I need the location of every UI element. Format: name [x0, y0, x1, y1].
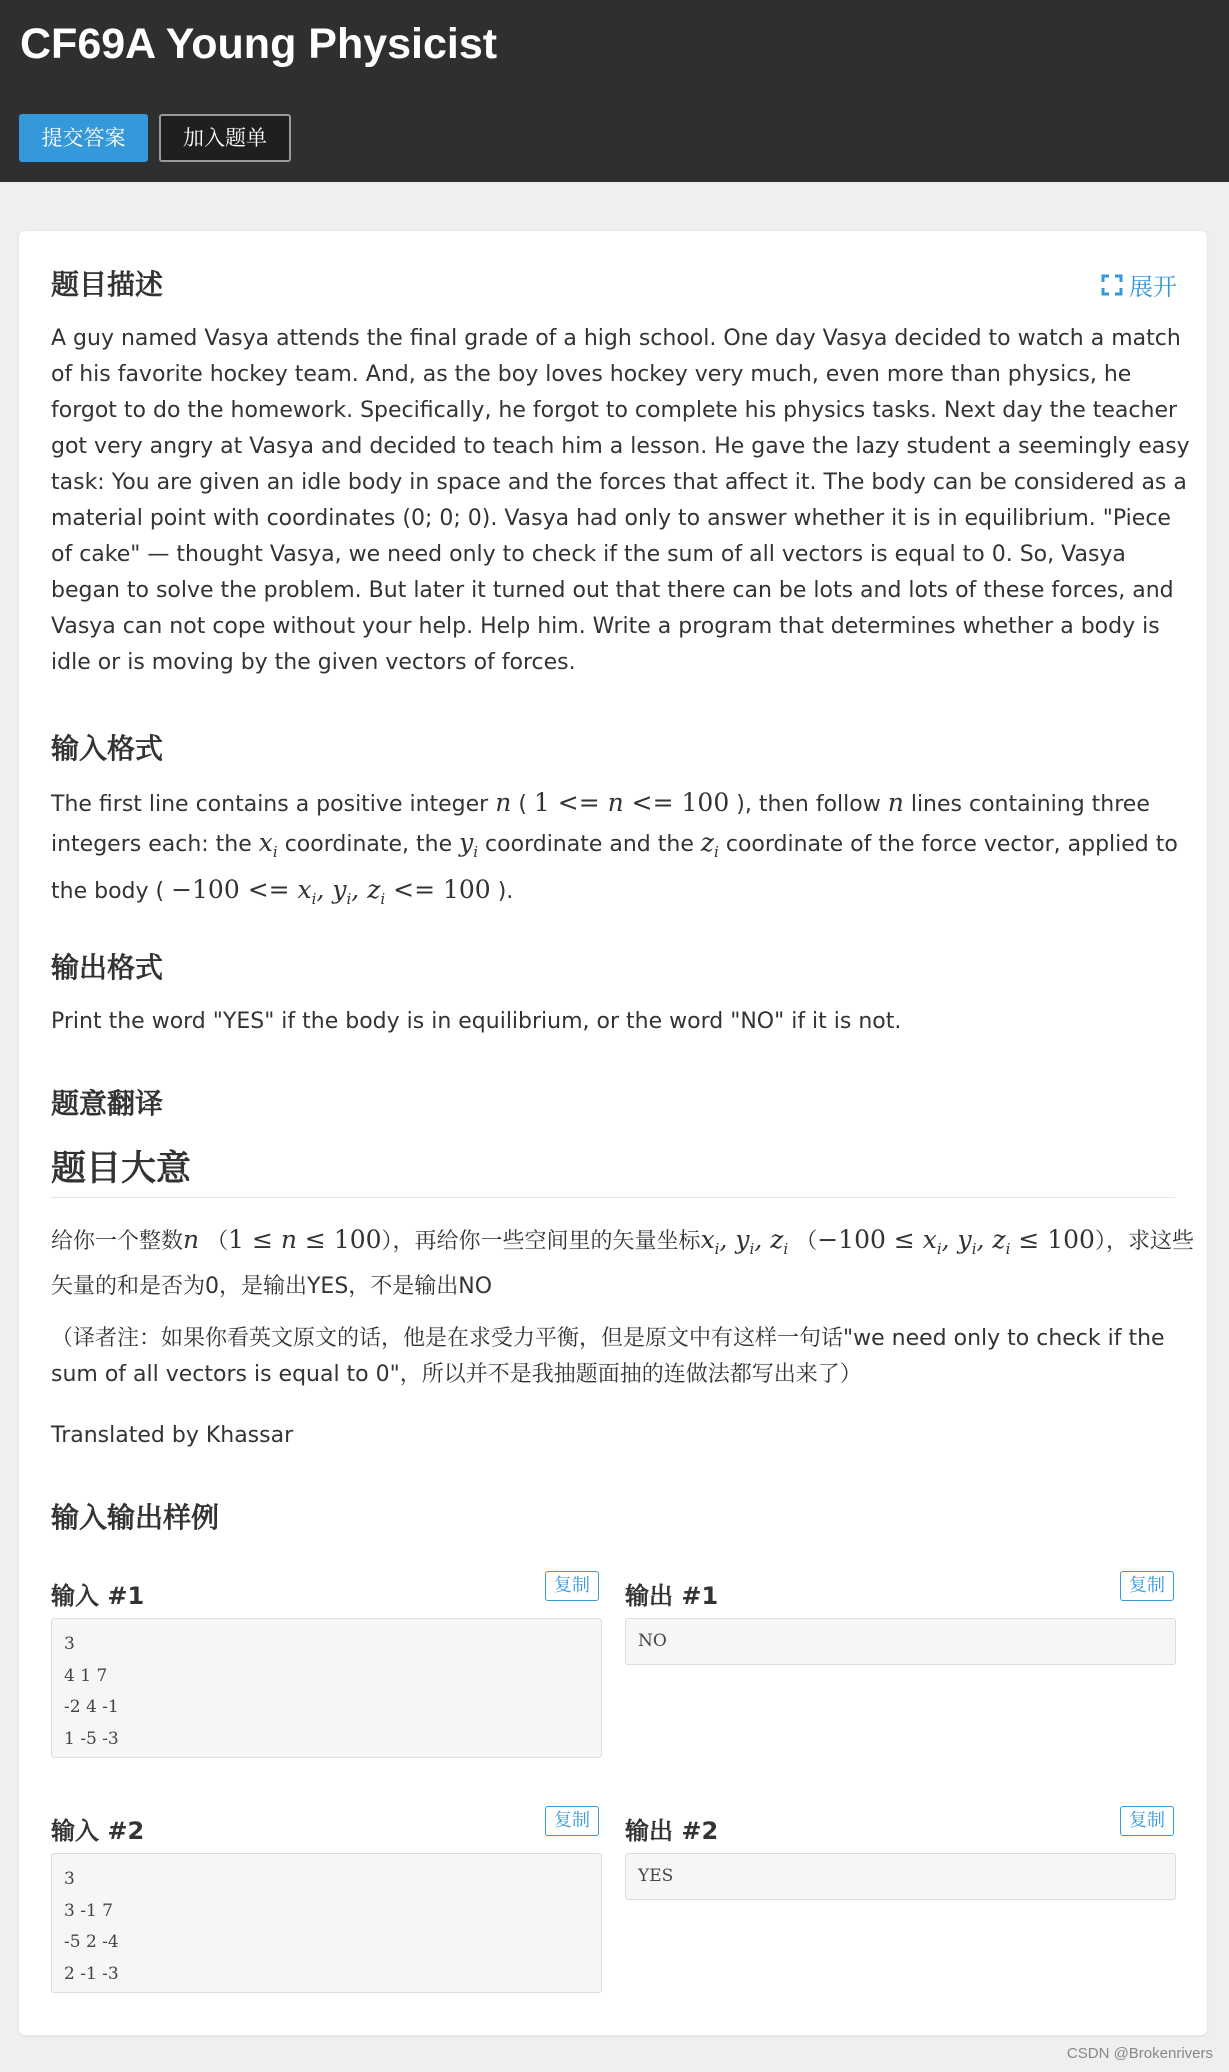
expand-button[interactable]: [1101, 267, 1177, 302]
code-line: 3: [64, 1634, 75, 1654]
submit-answer-button[interactable]: 提交答案: [19, 114, 148, 162]
translated-by: Translated by Khassar: [51, 1423, 294, 1448]
sample-output-label: 输出 #1: [625, 1582, 719, 1610]
description-text: A guy named Vasya attends the final grade of a high school. One day Vasya decided to watch a match of his favorite hockey team. And, as the boy loves hockey very much, even more than physics, he forgot to do the homework. Specifically, he forgot to complete his physics tasks. Next day the teacher got very angry at Vasya and decided to teach him a lesson. He gave the lazy student a seemingly easy task: You are given an idle body in space and the forces that affect it. The body can be considered as a material point with coordinates (0; 0; 0). Vasya had only to answer whether it is in equilibrium. "Piece of cake" — thought Vasya, we need only to check if the sum of all vectors is equal to 0. So, Vasya began to solve the problem. But later it turned out that there can be lots and lots of these forces, and Vasya can not cope without your help. Help him. Write a program that determines whether a body is idle or is moving by the given vectors of forces.: [51, 326, 1190, 675]
input-format-text: The first line contains a positive integer n ( 1 <= n <= 100 ), then follow n lines containing three integers each: the $x_i$ coordinate, the $y_i$ coordinate and the $z_i$ coordinate of the force vector, applied to the body ( $-100 <= x_i$, $y_i$, $z_i <= 100$ ).: [51, 788, 1178, 908]
code-line: -2 4 -1: [64, 1697, 119, 1717]
expand-icon: [1101, 274, 1123, 296]
output-format-heading: 输出格式: [51, 951, 164, 984]
sample-input-label: 输入 #1: [51, 1582, 145, 1610]
code-line: YES: [638, 1866, 674, 1886]
code-line: 4 1 7: [64, 1665, 108, 1686]
problem-card: [19, 231, 1207, 2035]
input-format-heading: 输入格式: [51, 732, 164, 765]
summary-text: 给你一个整数n （1 ≤ n ≤ 100），再给你一些空间里的矢量坐标$x_i$, $y_i$, $z_i$ （$-100 \le x_i$, $y_i$, $z_i \le 100$），求这些矢量的和是否为0，是输出YES，不是输出NO: [51, 1225, 1194, 1299]
copy-output-button[interactable]: 复制: [1120, 1571, 1174, 1601]
add-to-list-button[interactable]: 加入题单: [159, 114, 291, 162]
sample-input-box[interactable]: [51, 1853, 602, 1993]
code-line: 1 -5 -3: [64, 1728, 119, 1749]
translator-note: （译者注：如果你看英文原文的话，他是在求受力平衡，但是原文中有这样一句话"we need only to check if the sum of all vectors is equal to 0"，所以并不是我抽题面抽的连做法都写出来了）: [51, 1326, 1165, 1387]
code-line: 3 -1 7: [64, 1900, 113, 1921]
samples-heading: 输入输出样例: [51, 1501, 220, 1534]
expand-label: 展开: [1129, 273, 1177, 301]
copy-input-button[interactable]: 复制: [545, 1571, 599, 1601]
output-format-text: Print the word "YES" if the body is in equilibrium, or the word "NO" if it is not.: [51, 1009, 902, 1034]
translation-heading: 题意翻译: [51, 1087, 164, 1120]
code-line: -5 2 -4: [64, 1932, 119, 1952]
page-header: [0, 0, 1229, 182]
problem-title: CF69A Young Physicist: [20, 20, 498, 68]
sample-output-box[interactable]: [625, 1618, 1176, 1665]
description-heading: 题目描述: [51, 268, 164, 301]
summary-heading: 题目大意: [51, 1149, 192, 1189]
sample-input-box[interactable]: [51, 1618, 602, 1758]
sample-output-box[interactable]: [625, 1853, 1176, 1900]
code-line: 3: [64, 1869, 75, 1889]
copy-input-button[interactable]: 复制: [545, 1806, 599, 1836]
copy-output-button[interactable]: 复制: [1120, 1806, 1174, 1836]
heading-divider: [51, 1197, 1175, 1198]
sample-input-label: 输入 #2: [51, 1817, 145, 1845]
watermark: CSDN @Brokenrivers: [1066, 2045, 1213, 2062]
code-line: NO: [638, 1631, 667, 1651]
code-line: 2 -1 -3: [64, 1963, 119, 1984]
sample-output-label: 输出 #2: [625, 1817, 719, 1845]
